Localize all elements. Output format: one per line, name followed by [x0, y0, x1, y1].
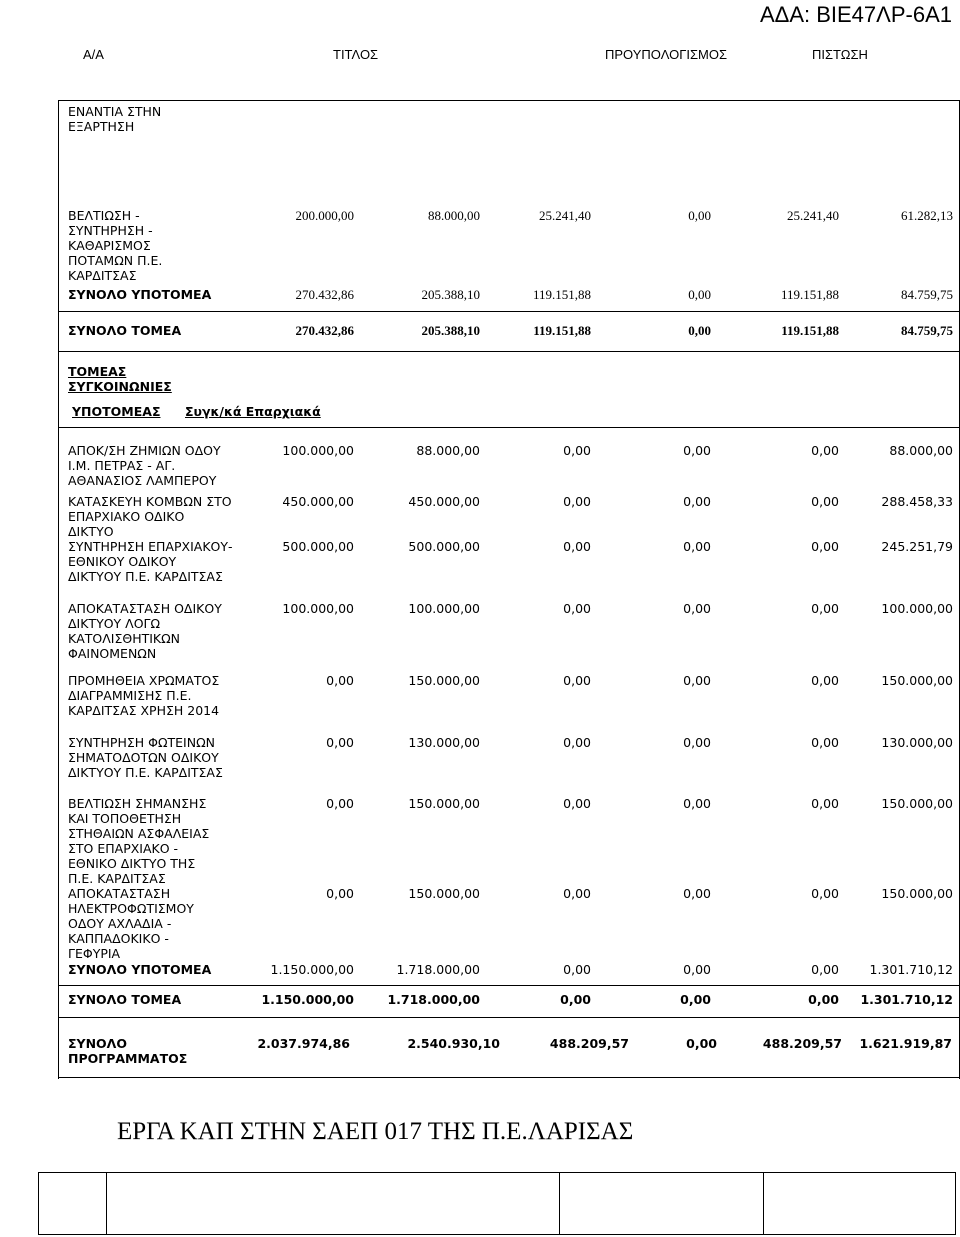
sector-total-label: ΣΥΝΟΛΟ ΤΟΜΕΑ	[68, 323, 182, 338]
item-values	[230, 673, 955, 689]
value-cell: 150.000,00	[408, 673, 480, 688]
value-cell: 0,00	[563, 886, 591, 901]
value-cell: 1.301.710,12	[860, 992, 953, 1007]
value-cell: 0,00	[811, 962, 839, 977]
value-cell: 488.209,57	[762, 1036, 842, 1051]
value-cell: 0,00	[811, 735, 839, 750]
value-cell: 61.282,13	[901, 208, 953, 223]
value-cell: 25.241,40	[539, 208, 591, 223]
value-cell: 0,00	[688, 208, 711, 223]
value-cell: 0,00	[683, 443, 711, 458]
value-cell: 0,00	[688, 323, 711, 338]
value-cell: 0,00	[563, 796, 591, 811]
value-cell: 245.251,79	[881, 539, 953, 554]
value-cell: 2.037.974,86	[257, 1036, 350, 1051]
item-values	[230, 494, 955, 510]
item-values	[230, 208, 955, 224]
value-cell: 450.000,00	[408, 494, 480, 509]
projects-table-header	[38, 1172, 956, 1235]
value-cell: 205.388,10	[421, 323, 480, 338]
row-divider	[58, 1017, 960, 1018]
item-values	[230, 796, 955, 812]
value-cell: 0,00	[811, 796, 839, 811]
value-cell: 0,00	[811, 443, 839, 458]
value-cell: 0,00	[811, 494, 839, 509]
value-cell: 0,00	[808, 992, 839, 1007]
value-cell: 0,00	[680, 992, 711, 1007]
value-cell: 119.151,88	[532, 287, 591, 302]
value-cell: 205.388,10	[421, 287, 480, 302]
value-cell: 100.000,00	[408, 601, 480, 616]
column-header-title: ΤΙΤΛΟΣ	[333, 47, 379, 62]
item-title: ΒΕΛΤΙΩΣΗ - ΣΥΝΤΗΡΗΣΗ - ΚΑΘΑΡΙΣΜΟΣ ΠΟΤΑΜΩΝ Π.Ε. ΚΑΡΔΙΤΣΑΣ	[68, 208, 163, 283]
value-cell: 500.000,00	[282, 539, 354, 554]
value-cell: 0,00	[563, 443, 591, 458]
value-cell: 0,00	[811, 539, 839, 554]
sector-total-values	[230, 323, 955, 339]
value-cell: 0,00	[326, 735, 354, 750]
program-total-label: ΣΥΝΟΛΟ ΠΡΟΓΡΑΜΜΑΤΟΣ	[68, 1036, 188, 1066]
item-values	[230, 443, 955, 459]
value-cell: 0,00	[683, 539, 711, 554]
value-cell: 150.000,00	[408, 886, 480, 901]
value-cell: 1.718.000,00	[396, 962, 480, 977]
value-cell: 1.150.000,00	[261, 992, 354, 1007]
value-cell: 119.151,88	[533, 323, 591, 338]
value-cell: 0,00	[811, 886, 839, 901]
value-cell: 288.458,33	[881, 494, 953, 509]
value-cell: 0,00	[563, 962, 591, 977]
sector-label: ΤΟΜΕΑΣ ΣΥΓΚΟΙΝΩΝΙΕΣ	[68, 364, 172, 394]
value-cell: 200.000,00	[295, 208, 354, 223]
value-cell: 100.000,00	[881, 601, 953, 616]
row-divider	[58, 311, 960, 312]
value-cell: 0,00	[560, 992, 591, 1007]
value-cell: 0,00	[326, 886, 354, 901]
value-cell: 270.432,86	[295, 323, 354, 338]
item-values	[230, 735, 955, 751]
row-divider	[58, 985, 960, 986]
sector-total-values	[230, 992, 955, 1008]
column-divider	[763, 1173, 764, 1234]
row-divider	[58, 351, 960, 352]
item-title: ΣΥΝΤΗΡΗΣΗ ΦΩΤΕΙΝΩΝ ΣΗΜΑΤΟΔΟΤΩΝ ΟΔΙΚΟΥ ΔΙΚΤΥΟΥ Π.Ε. ΚΑΡΔΙΤΣΑΣ	[68, 735, 223, 780]
item-title: ΑΠΟΚΑΤΑΣΤΑΣΗ ΟΔΙΚΟΥ ΔΙΚΤΥΟΥ ΛΟΓΩ ΚΑΤΟΛΙΣΘΗΤΙΚΩΝ ΦΑΙΝΟΜΕΝΩΝ	[68, 601, 222, 661]
value-cell: 150.000,00	[408, 796, 480, 811]
value-cell: 1.150.000,00	[270, 962, 354, 977]
item-values	[230, 886, 955, 902]
subsector-total-values	[230, 287, 955, 303]
value-cell: 0,00	[811, 601, 839, 616]
table-bottom-border	[58, 1077, 960, 1078]
column-divider	[559, 1173, 560, 1234]
value-cell: 0,00	[688, 287, 711, 302]
sector-total-label: ΣΥΝΟΛΟ ΤΟΜΕΑ	[68, 992, 182, 1007]
subsector-name: Συγκ/κά Επαρχιακά	[185, 404, 321, 419]
value-cell: 88.000,00	[428, 208, 480, 223]
value-cell: 450.000,00	[282, 494, 354, 509]
column-header-aa: Α/Α	[83, 47, 104, 62]
value-cell: 130.000,00	[408, 735, 480, 750]
item-values	[230, 539, 955, 555]
value-cell: 2.540.930,10	[407, 1036, 500, 1051]
ada-header: ΑΔΑ: ΒΙΕ47ΛΡ-6Α1	[759, 2, 952, 27]
value-cell: 150.000,00	[881, 796, 953, 811]
value-cell: 0,00	[686, 1036, 717, 1051]
item-title: ΠΡΟΜΗΘΕΙΑ ΧΡΩΜΑΤΟΣ ΔΙΑΓΡΑΜΜΙΣΗΣ Π.Ε. ΚΑΡΔΙΤΣΑΣ ΧΡΗΣΗ 2014	[68, 673, 220, 718]
value-cell: 0,00	[683, 601, 711, 616]
value-cell: 88.000,00	[416, 443, 480, 458]
value-cell: 0,00	[683, 796, 711, 811]
value-cell: 0,00	[563, 601, 591, 616]
column-header-credit: ΠΙΣΤΩΣΗ	[812, 47, 868, 62]
value-cell: 0,00	[563, 673, 591, 688]
item-title: ΑΠΟΚΑΤΑΣΤΑΣΗ ΗΛΕΚΤΡΟΦΩΤΙΣΜΟΥ ΟΔΟΥ ΑΧΛΑΔΙΑ - ΚΑΠΠΑΔΟΚΙΚΟ - ΓΕΦΥΡΙΑ	[68, 886, 194, 961]
column-header-budget: ΠΡΟΥΠΟΛΟΓΙΣΜΟΣ	[605, 47, 727, 62]
value-cell: 25.241,40	[787, 208, 839, 223]
subsector-total-label: ΣΥΝΟΛΟ ΥΠΟΤΟΜΕΑ	[68, 962, 212, 977]
value-cell: 130.000,00	[881, 735, 953, 750]
item-values	[230, 601, 955, 617]
item-title: ΣΥΝΤΗΡΗΣΗ ΕΠΑΡΧΙΑΚΟΥ- ΕΘΝΙΚΟΥ ΟΔΙΚΟΥ ΔΙΚΤΥΟΥ Π.Ε. ΚΑΡΔΙΤΣΑΣ	[68, 539, 233, 584]
column-divider	[106, 1173, 107, 1234]
value-cell: 84.759,75	[901, 323, 953, 338]
value-cell: 0,00	[683, 494, 711, 509]
value-cell: 0,00	[811, 673, 839, 688]
value-cell: 0,00	[326, 796, 354, 811]
subsector-total-values	[230, 962, 955, 978]
value-cell: 150.000,00	[881, 886, 953, 901]
value-cell: 100.000,00	[282, 601, 354, 616]
fragment-text: ΕΝΑΝΤΙΑ ΣΤΗΝ ΕΞΑΡΤΗΣΗ	[68, 104, 162, 134]
value-cell: 1.718.000,00	[387, 992, 480, 1007]
value-cell: 119.151,88	[781, 323, 839, 338]
value-cell: 0,00	[683, 962, 711, 977]
value-cell: 0,00	[683, 735, 711, 750]
subsector-label: ΥΠΟΤΟΜΕΑΣ	[72, 404, 161, 419]
value-cell: 270.432,86	[295, 287, 354, 302]
value-cell: 150.000,00	[881, 673, 953, 688]
program-total-values	[230, 1036, 955, 1052]
value-cell: 84.759,75	[901, 287, 953, 302]
item-title: ΚΑΤΑΣΚΕΥΗ ΚΟΜΒΩΝ ΣΤΟ ΕΠΑΡΧΙΑΚΟ ΟΔΙΚΟ ΔΙΚΤΥΟ	[68, 494, 232, 539]
value-cell: 0,00	[683, 673, 711, 688]
value-cell: 1.621.919,87	[859, 1036, 952, 1051]
value-cell: 0,00	[683, 886, 711, 901]
row-divider	[58, 427, 960, 428]
value-cell: 1.301.710,12	[869, 962, 953, 977]
value-cell: 100.000,00	[282, 443, 354, 458]
value-cell: 0,00	[563, 539, 591, 554]
subsector-total-label: ΣΥΝΟΛΟ ΥΠΟΤΟΜΕΑ	[68, 287, 212, 302]
value-cell: 488.209,57	[549, 1036, 629, 1051]
item-title: ΑΠΟΚ/ΣΗ ΖΗΜΙΩΝ ΟΔΟΥ Ι.Μ. ΠΕΤΡΑΣ - ΑΓ. ΑΘΑΝΑΣΙΟΣ ΛΑΜΠΕΡΟΥ	[68, 443, 221, 488]
item-title: ΒΕΛΤΙΩΣΗ ΣΗΜΑΝΣΗΣ ΚΑΙ ΤΟΠΟΘΕΤΗΣΗ ΣΤΗΘΑΙΩΝ ΑΣΦΑΛΕΙΑΣ ΣΤΟ ΕΠΑΡΧΙΑΚΟ - ΕΘΝΙΚΟ ΔΙΚΤΥΟ ΤΗΣ Π.Ε. ΚΑΡΔΙΤΣΑΣ	[68, 796, 210, 886]
value-cell: 0,00	[563, 494, 591, 509]
value-cell: 0,00	[326, 673, 354, 688]
value-cell: 88.000,00	[889, 443, 953, 458]
value-cell: 500.000,00	[408, 539, 480, 554]
value-cell: 119.151,88	[780, 287, 839, 302]
value-cell: 0,00	[563, 735, 591, 750]
section-heading: ΕΡΓΑ ΚΑΠ ΣΤΗΝ ΣΑΕΠ 017 ΤΗΣ Π.Ε.ΛΑΡΙΣΑΣ	[117, 1118, 634, 1145]
